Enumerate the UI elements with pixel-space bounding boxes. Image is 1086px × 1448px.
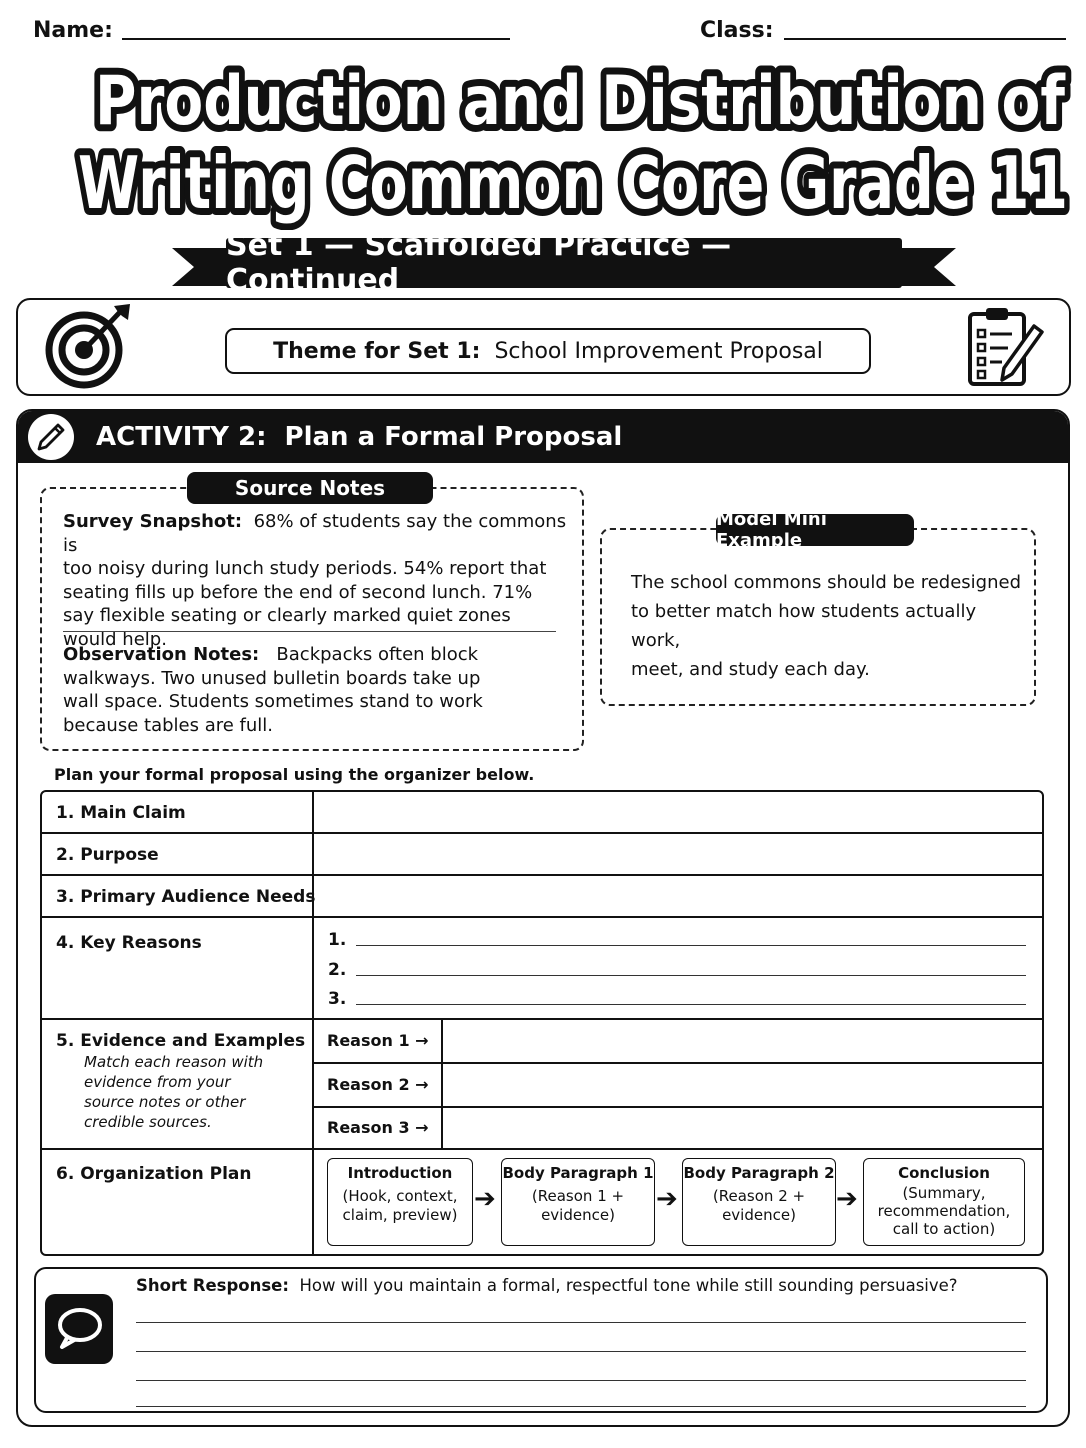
purpose-field[interactable] <box>316 835 1040 873</box>
clipboard-icon <box>962 304 1048 390</box>
class-field[interactable] <box>784 38 1066 40</box>
key-reason-1-field[interactable] <box>356 945 1026 946</box>
name-label: Name: <box>33 18 113 43</box>
theme-label: Theme for Set 1: <box>273 338 481 364</box>
activity-title <box>96 422 622 452</box>
row-main-claim: 1. Main Claim <box>56 803 186 823</box>
key-reason-number: 3. <box>328 989 347 1009</box>
evidence-reason-3-field[interactable] <box>445 1109 1041 1147</box>
key-reason-number: 1. <box>328 930 347 950</box>
observation-notes: Observation Notes: Backpacks often block walkways. Two unused bulletin boards take up wall space. Students sometimes stand to work because tables are full. <box>63 644 483 736</box>
model-example-text: The school commons should be redesigned to better match how students actually work, meet, and study each day. <box>631 572 1021 680</box>
key-reason-2-field[interactable] <box>356 975 1026 976</box>
arrow-right-icon: ➔ <box>474 1184 496 1214</box>
short-response-label: Short Response: <box>136 1276 289 1295</box>
model-example-heading: Model Mini Example <box>716 514 914 546</box>
class-label: Class: <box>700 18 774 43</box>
response-line[interactable] <box>136 1380 1026 1381</box>
arrow-right-icon: ➔ <box>836 1184 858 1214</box>
row-audience-needs: 3. Primary Audience Needs <box>56 887 316 907</box>
activity-name: Plan a Formal Proposal <box>284 422 623 452</box>
response-line[interactable] <box>136 1351 1026 1352</box>
theme-value: School Improvement Proposal <box>494 338 823 364</box>
evidence-reason-label: Reason 1 → <box>327 1031 429 1050</box>
activity-number: ACTIVITY 2: <box>96 422 267 452</box>
target-icon <box>44 302 134 390</box>
row-organization-plan: 6. Organization Plan <box>56 1164 252 1184</box>
theme-box <box>225 328 871 374</box>
name-field[interactable] <box>122 38 510 40</box>
title-line-1: Production and Distribution of <box>95 62 1067 141</box>
source-notes-heading: Source Notes <box>187 472 433 504</box>
worksheet-title <box>60 52 1086 230</box>
short-response-prompt: Short Response: How will you maintain a formal, respectful tone while still sounding persuasive? <box>136 1276 958 1295</box>
row-key-reasons: 4. Key Reasons <box>56 933 202 953</box>
arrow-right-icon: ➔ <box>656 1184 678 1214</box>
evidence-reason-1-field[interactable] <box>445 1021 1041 1061</box>
main-claim-field[interactable] <box>316 793 1040 831</box>
survey-snapshot: Survey Snapshot: 68% of students say the commons is too noisy during lunch study periods. 54% report that seating fills up before the end of second lunch. 71% say flexible seating or clearly marked quiet zones would help. <box>63 511 567 650</box>
flow-introduction: Introduction (Hook, context, claim, preview) <box>327 1158 473 1246</box>
flow-body-paragraph-1: Body Paragraph 1 (Reason 1 + evidence) <box>501 1158 655 1246</box>
evidence-note: Match each reason with evidence from your source notes or other credible sources. <box>84 1053 264 1131</box>
survey-label: Survey Snapshot: <box>63 511 243 532</box>
evidence-reason-label: Reason 2 → <box>327 1075 429 1094</box>
audience-needs-field[interactable] <box>316 877 1040 915</box>
activity-pencil-badge <box>28 414 74 460</box>
pencil-icon <box>36 422 66 452</box>
evidence-reason-label: Reason 3 → <box>327 1118 429 1137</box>
response-line[interactable] <box>136 1406 1026 1407</box>
title-line-2: Writing Common Core Grade 11 <box>78 141 1068 225</box>
response-line[interactable] <box>136 1322 1026 1323</box>
speech-bubble-icon <box>54 1305 104 1353</box>
row-purpose: 2. Purpose <box>56 845 159 865</box>
key-reason-3-field[interactable] <box>356 1004 1026 1005</box>
speech-bubble-badge <box>45 1294 113 1364</box>
key-reason-number: 2. <box>328 960 347 980</box>
flow-body-paragraph-2: Body Paragraph 2 (Reason 2 + evidence) <box>682 1158 836 1246</box>
flow-conclusion: Conclusion (Summary, recommendation, call to action) <box>863 1158 1025 1246</box>
organizer-instructions: Plan your formal proposal using the organizer below. <box>54 765 535 784</box>
banner-title: Set 1 — Scaffolded Practice — Continued <box>226 238 902 288</box>
notes-divider <box>63 631 556 632</box>
evidence-reason-2-field[interactable] <box>445 1065 1041 1105</box>
row-evidence: 5. Evidence and Examples <box>56 1031 306 1051</box>
activity-header <box>18 411 1068 463</box>
observation-label: Observation Notes: <box>63 644 260 665</box>
